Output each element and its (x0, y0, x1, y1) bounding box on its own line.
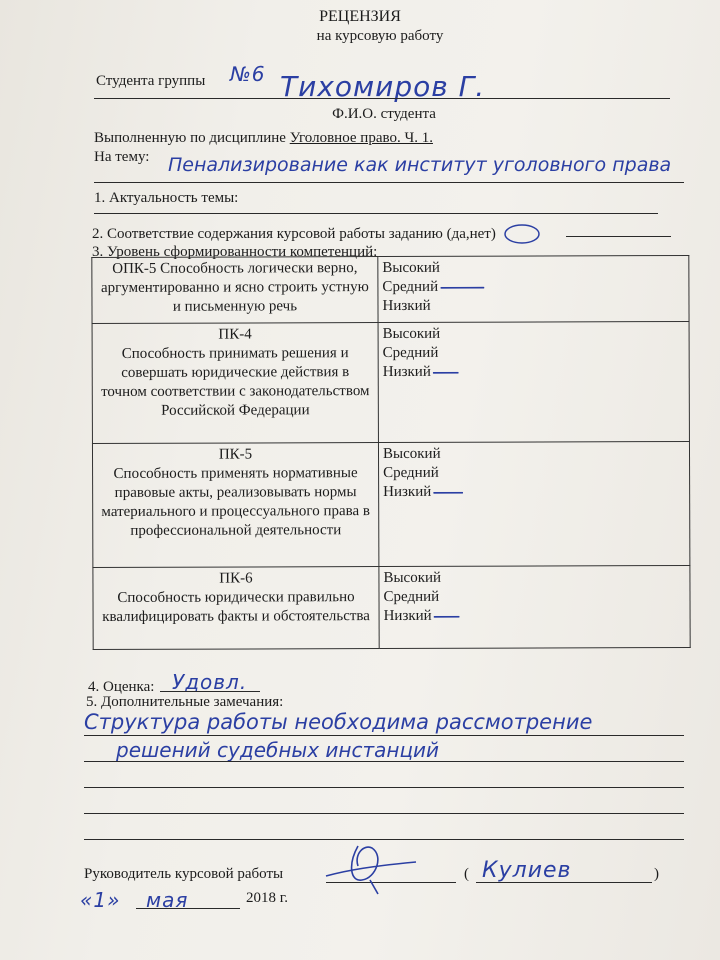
competency-levels (378, 255, 689, 322)
level-high: Высокий (383, 569, 442, 587)
level-low: Низкий (383, 483, 432, 501)
date-underline (136, 908, 240, 909)
date-month: мая (146, 888, 189, 912)
selected-mark (434, 615, 460, 617)
level-low: Низкий (382, 297, 431, 315)
remarks-line-2: решений судебных инстанций (116, 738, 440, 762)
remarks-rule-3 (84, 787, 684, 788)
remarks-line-1: Структура работы необходима рассмотрение (84, 710, 593, 734)
relevance-underline (94, 213, 658, 214)
competency-name: ПК-4 Способность принимать решения и совершать юридические действия в точном соответствии с законодательством Российской Федерации (92, 323, 378, 444)
level-mid: Средний (383, 464, 439, 482)
remarks-rule-1 (84, 735, 684, 736)
section-3-competencies: 3. Уровень сформированности компетенций: (92, 244, 378, 260)
paren-open: ( (464, 866, 469, 882)
grade-underline (160, 691, 260, 692)
table-row (92, 441, 689, 567)
competency-name: ОПК-5 Способность логически верно, аргументированно и ясно строить устную и письменную речь (92, 257, 378, 324)
selected-mark (433, 371, 459, 373)
supervisor-name: Кулиев (482, 858, 572, 883)
da-circle-mark (500, 222, 560, 246)
table-row (92, 321, 689, 443)
section-1-relevance: 1. Актуальность темы: (94, 190, 239, 206)
form-subtitle: на курсовую работу (316, 28, 444, 44)
level-high: Высокий (382, 445, 441, 463)
level-mid: Средний (383, 588, 440, 606)
form-title: РЕЦЕНЗИЯ (319, 8, 401, 25)
table-row (92, 255, 689, 323)
competency-name: ПК-6 Способность юридически правильно квалифицировать факты и обстоятельства (93, 567, 379, 650)
date-day: «1» (80, 888, 121, 912)
level-low: Низкий (383, 607, 432, 625)
section-4-grade-label: 4. Оценка: (88, 679, 155, 695)
supervisor-signature (318, 836, 428, 896)
topic-underline (94, 182, 684, 183)
section-5-remarks: 5. Дополнительные замечания: (86, 694, 284, 710)
student-name: Тихомиров Г. (280, 70, 486, 103)
competency-levels (378, 441, 689, 566)
discipline-label: Выполненную по дисциплине (94, 130, 286, 146)
section-2-conformity: 2. Соответствие содержания курсовой работы заданию (да,нет) (92, 226, 496, 242)
selected-mark (440, 286, 484, 288)
level-mid-row (382, 277, 684, 297)
name-line (476, 882, 652, 883)
level-high: Высокий (382, 325, 441, 343)
date-year: 2018 г. (246, 890, 288, 906)
group-value: №6 (230, 62, 266, 86)
competencies-table (91, 255, 690, 650)
name-underline (94, 98, 670, 99)
level-low-row (384, 606, 686, 626)
competency-levels (379, 565, 690, 648)
level-mid: Средний (382, 278, 439, 296)
grade-value: Удовл. (172, 670, 248, 694)
competency-levels (378, 321, 689, 442)
fio-caption: Ф.И.О. студента (332, 106, 436, 122)
level-high: Высокий (382, 259, 440, 277)
paren-close: ) (654, 866, 659, 882)
remarks-rule-2 (84, 761, 684, 762)
remarks-rule-4 (84, 813, 684, 814)
level-low-row (383, 362, 685, 382)
selected-mark (433, 491, 463, 493)
discipline-value: Уголовное право. Ч. 1. (289, 130, 433, 146)
topic-label: На тему: (94, 149, 150, 165)
group-label: Студента группы (96, 73, 206, 89)
competency-name: ПК-5 Способность применять нормативные правовые акты, реализовывать нормы материального и процессуального права в профессиональной деятельности (92, 443, 378, 568)
level-low-row (383, 482, 685, 502)
table-row (93, 565, 690, 649)
supervisor-label: Руководитель курсовой работы (84, 866, 284, 882)
level-low: Низкий (382, 363, 431, 381)
discipline-line (94, 130, 433, 147)
level-mid: Средний (382, 344, 439, 362)
conformity-underline (566, 236, 671, 237)
topic-value: Пенализирование как институт уголовного права (168, 154, 672, 176)
